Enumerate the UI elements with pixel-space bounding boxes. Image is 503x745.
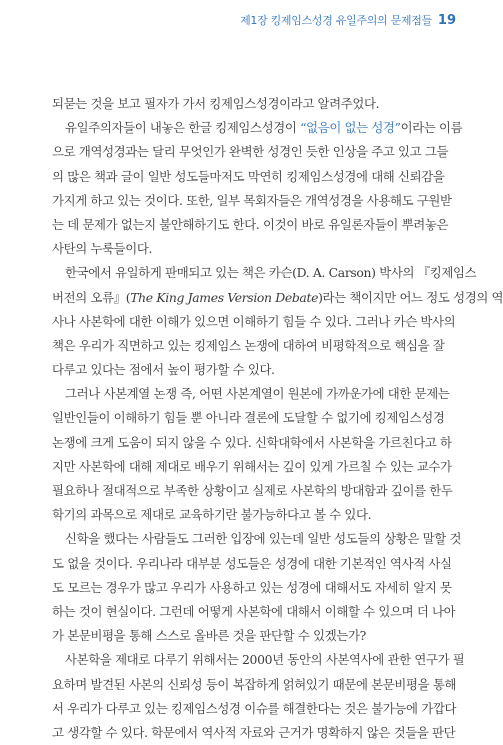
- text-line: 학기의 과목으로 제대로 교육하기란 불가능하다고 볼 수 있다.: [52, 507, 372, 523]
- text-line: 고 생각할 수 있다. 학문에서 역사적 자료와 근거가 명확하지 않은 것들을 판단: [52, 724, 456, 740]
- text-line: 한국에서 유일하게 판매되고 있는 책은 카슨(D. A. Carson) 박사의 『킹제임스: [65, 265, 477, 281]
- text-line: 다루고 있다는 점에서 높이 평가할 수 있다.: [52, 362, 275, 378]
- body-text: [52, 92, 503, 745]
- text-line: 사나 사본학에 대한 이해가 있으면 이해하기 힘들 수 있다. 그러나 카슨 박사의: [52, 313, 456, 329]
- text-line: 가지게 하고 있는 것이다. 또한, 일부 목회자들은 개역성경을 사용해도 구원받: [52, 192, 452, 208]
- text-line: 요하며 발견된 사본의 신뢰성 등이 복잡하게 얽혀있기 때문에 본문비평을 통해: [52, 676, 457, 692]
- text-line: 유일주의자들이 내놓은 한글 킹제임스성경이 “없음이 없는 성경”이라는 이름: [65, 120, 463, 136]
- text-line: 되묻는 것을 보고 필자가 가서 킹제임스성경이라고 알려주었다.: [52, 96, 380, 111]
- text-line: 도 모르는 경우가 많고 우리가 사용하고 있는 성경에 대해서도 자세히 알지 못: [52, 579, 452, 595]
- text-line: 하는 것이 현실이다. 그런데 어떻게 사본학에 대해서 이해할 수 있으며 더 나아: [52, 603, 456, 619]
- highlighted-phrase: “없음이 없는 성경”: [300, 120, 401, 136]
- chapter-title: 제1장 킹제임스성경 유일주의의 문제점들: [240, 14, 432, 27]
- text-line: 도 없을 것이다. 우리나라 대부분 성도들은 성경에 대한 기본적인 역사적 사실: [52, 555, 452, 571]
- text-line: 사본학을 제대로 다루기 위해서는 2000년 동안의 사본역사에 관한 연구가 필: [65, 652, 465, 668]
- text-line: 으로 개역성경과는 달리 무엇인가 완벽한 성경인 듯한 인상을 주고 있고 그들: [52, 144, 449, 160]
- text-line: 가 본문비평을 통해 스스로 올바른 것을 판단할 수 있겠는가?: [52, 628, 366, 644]
- running-header: [240, 12, 456, 28]
- text-line: 책은 우리가 직면하고 있는 킹제임스 논쟁에 대하여 비평학적으로 핵심을 잘: [52, 337, 445, 353]
- text-line: 의 많은 책과 글이 일반 성도들마저도 막연히 킹제임스성경에 대해 신뢰감을: [52, 168, 445, 184]
- text-line: 그러나 사본계열 논쟁 즉, 어떤 사본계열이 원본에 가까운가에 대한 문제는: [65, 386, 450, 402]
- text-line: 논쟁에 크게 도움이 되지 않을 수 있다. 신학대학에서 사본학을 가르친다고 하: [52, 434, 452, 450]
- text-line: 일반인들이 이해하기 힘들 뿐 아니라 결론에 도달할 수 없기에 킹제임스성경: [52, 410, 445, 426]
- text-line: 신학을 했다는 사람들도 그러한 입장에 있는데 일반 성도들의 상황은 말할 것: [65, 531, 462, 547]
- text-line: 버전의 오류』(The King James Version Debate)라는 책이지만 어느 정도 성경의 역: [52, 289, 503, 305]
- text-line: 지만 사본학에 대해 제대로 배우기 위해서는 깊이 있게 가르칠 수 있는 교수가: [52, 458, 452, 474]
- text-line: 는 데 문제가 없는지 불안해하기도 한다. 이것이 바로 유일론자들이 뿌려놓은: [52, 216, 449, 232]
- book-title-italic: The King James Version Debate: [130, 289, 319, 305]
- text-line: 서 우리가 다루고 있는 킹제임스성경 이슈를 해결한다는 것은 불가능에 가깝다: [52, 700, 457, 716]
- page-number: 19: [437, 13, 456, 28]
- text-line: 사탄의 누룩들이다.: [52, 241, 153, 257]
- text-line: 필요하나 절대적으로 부족한 상황이고 실제로 사본학의 방대함과 깊이를 한두: [52, 483, 453, 498]
